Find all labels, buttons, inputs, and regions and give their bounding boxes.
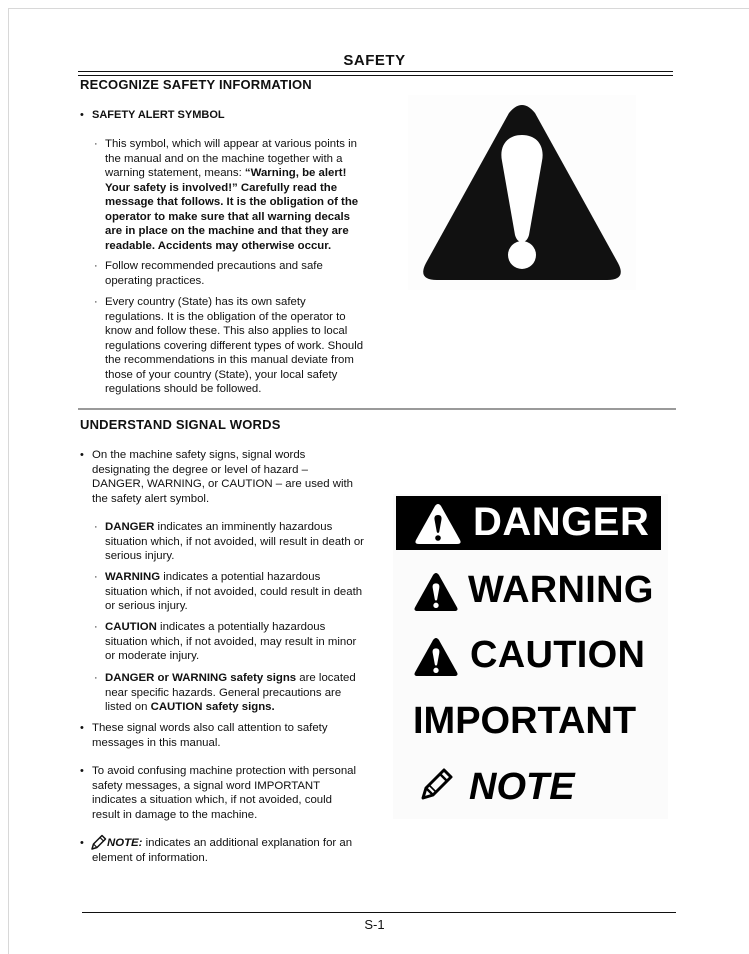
text-segment: listed on [105,701,151,713]
page-frame-left [8,8,9,954]
text-line: serious injury. [105,550,175,562]
warning-triangle-icon [413,572,459,612]
sign-warning-word: WARNING [468,569,654,611]
text-segment: indicates a potentially hazardous [156,621,326,633]
text-segment: are located [296,672,356,684]
text-line: element of information. [92,851,208,864]
text-bold: CAUTION safety signs. [150,701,275,713]
bullet-dot: · [94,138,98,150]
text-line: regulations should be followed. [105,383,262,395]
bullet-dot: • [80,722,84,734]
sign-caution-word: CAUTION [470,634,646,676]
text-segment: indicates an additional explanation for an [142,837,353,849]
safety-alert-symbol-image [408,95,636,290]
warning-triangle-icon [413,637,459,677]
text-line: To avoid confusing machine protection with personal [92,765,357,777]
bullet-dot: · [94,296,98,308]
text-line [105,700,275,715]
text-line: those of your country (State), your local safety [105,368,338,381]
text-bold: “Warning, be alert! [244,167,347,179]
text-line: or serious injury. [105,600,188,612]
text-bold: WARNING [105,571,161,583]
warning-triangle-icon [414,503,462,545]
bullet-dot: · [94,571,98,583]
text-line [105,671,356,686]
sign-important-word: IMPORTANT [413,700,637,742]
text-line: operator to make sure that all warning decals [105,210,350,223]
bullet-dot: · [94,260,98,272]
signal-word-signs-image [393,494,668,819]
text-line: situation which, if not avoided, could result in death [105,585,363,598]
text-line: or moderate injury. [105,650,200,662]
page-number: S-1 [364,917,385,932]
bullet-dot: · [94,521,98,533]
bullet-dot: • [80,449,84,461]
safety-alert-triangle-icon [408,95,636,290]
text-line: These signal words also call attention to safety [92,722,328,734]
text-line: the manual and on the machine together with a [105,152,343,165]
text-line: the recommendations in this manual deviate from [105,354,354,366]
bullet-dot: • [80,109,84,121]
pencil-icon [419,766,455,802]
title-double-rule [78,71,673,76]
danger-sign [396,496,661,550]
text-line [105,166,346,181]
bullet-dot: • [80,765,84,777]
text-line: are in place on the machine and that they are [105,225,349,237]
pencil-icon [90,834,107,851]
text-bold: NOTE: [107,837,143,849]
text-line: safety messages, a signal word IMPORTANT [92,779,321,792]
text-line: On the machine safety signs, signal words [92,449,306,461]
footer-rule [82,912,676,913]
text-line: Your safety is involved!” Carefully read the [105,181,338,194]
text-line: the safety alert symbol. [92,492,210,505]
bullet-dot: · [94,672,98,684]
page-frame-top [8,8,749,9]
text-line: DANGER, WARNING, or CAUTION – are used with [92,478,353,490]
text-line: designating the degree or level of hazard – [92,463,308,476]
sign-danger-word: DANGER [473,500,650,544]
text-line: near specific hazards. General precautions are [105,686,342,699]
bullet-dot: · [94,621,98,633]
text-bold: DANGER [105,521,155,533]
text-bold: CAUTION [105,621,157,633]
text-segment: warning statement, means: [105,167,245,179]
text-line: situation which, if not avoided, will result in death or [105,535,364,548]
bullet-dot: • [80,837,84,849]
text-line: regulations. It is the obligation of the operator to [105,310,346,323]
text-line: result in damage to the machine. [92,808,258,821]
text-line [105,620,325,635]
text-line: This symbol, which will appear at various points in [105,138,357,150]
text-line: Follow recommended precautions and safe [105,260,323,272]
section-heading-recognize: RECOGNIZE SAFETY INFORMATION [80,77,312,92]
subheading-safety-alert-symbol: SAFETY ALERT SYMBOL [92,109,225,121]
page-title: SAFETY [343,52,406,69]
text-line: Every country (State) has its own safety [105,296,306,308]
text-segment: indicates a potential hazardous [160,571,321,583]
text-line: situation which, if not avoided, may result in minor [105,635,357,648]
section-divider [78,408,676,410]
text-line: operating practices. [105,274,205,287]
text-line [105,570,320,585]
sign-note-word: NOTE [469,766,575,808]
text-line: know and follow these. This also applies to local [105,325,348,337]
text-line: indicates a situation which, if not avoided, could [92,794,332,806]
text-line: readable. Accidents may otherwise occur. [105,239,332,252]
text-bold: DANGER or WARNING safety signs [105,672,297,684]
text-line [105,520,332,535]
text-line: regulations covering different types of work. Should [105,339,364,352]
text-segment: indicates an imminently hazardous [154,521,333,533]
text-line: messages in this manual. [92,736,221,749]
section-heading-signal-words: UNDERSTAND SIGNAL WORDS [80,417,281,432]
text-line: message that follows. It is the obligation of the [105,196,359,208]
text-line [107,836,352,851]
